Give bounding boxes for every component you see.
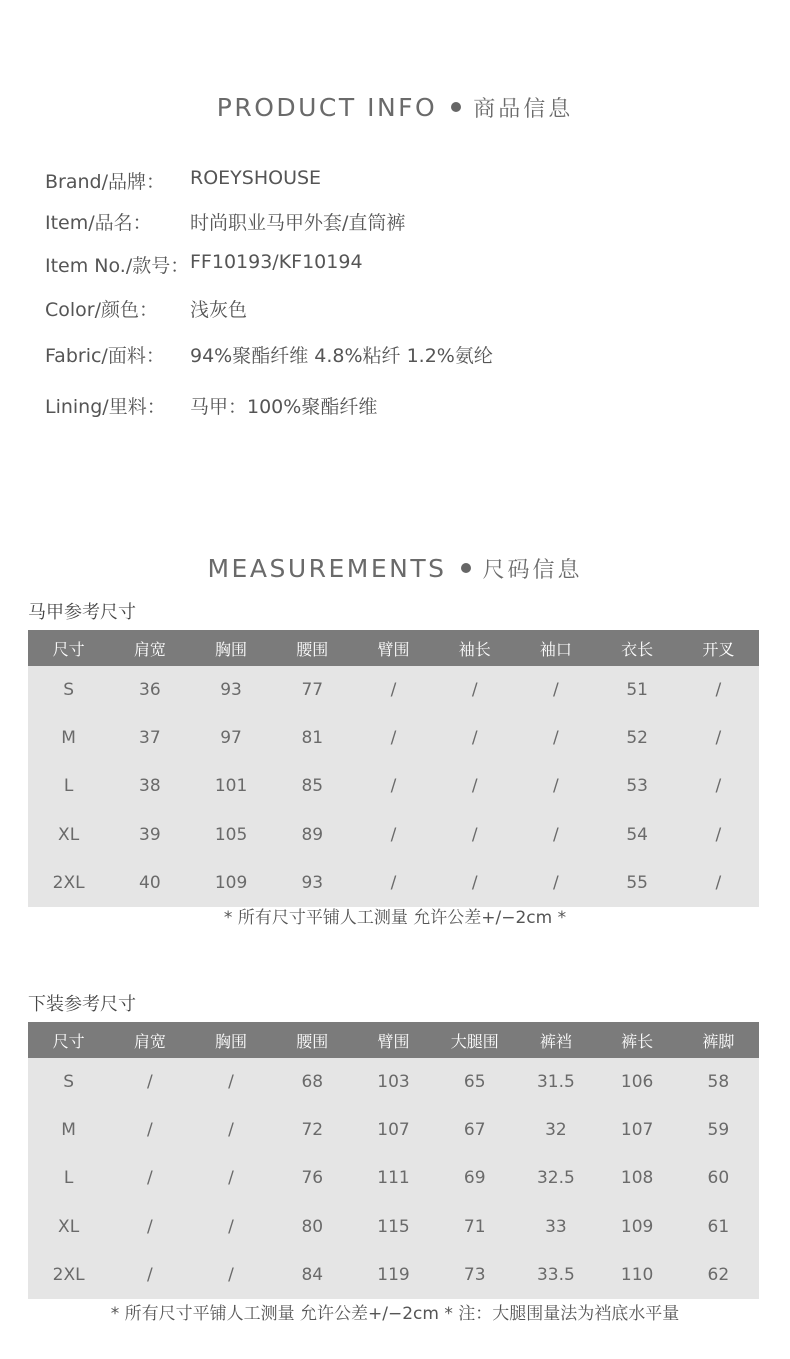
table-cell: 37 [109,714,190,762]
column-header: 腰围 [272,630,353,666]
table-cell: 111 [353,1154,434,1202]
info-label: Item No./款号： [45,255,190,277]
info-value: 时尚职业马甲外套/直筒裤 [190,212,406,234]
table-cell: 33 [515,1203,596,1251]
table-cell: 101 [190,762,271,810]
table-cell: / [678,714,759,762]
table-cell: 81 [272,714,353,762]
table-cell: 115 [353,1203,434,1251]
measurements-title [0,553,790,584]
info-row-color [45,295,248,322]
table-row [28,859,759,907]
table-cell: L [28,762,109,810]
table-cell: / [190,1154,271,1202]
table-cell: 93 [272,859,353,907]
table-cell: / [190,1251,271,1299]
table-cell: 60 [678,1154,759,1202]
table-cell: / [353,859,434,907]
table-cell: / [190,1106,271,1154]
table-cell: 65 [434,1058,515,1106]
info-label: Lining/里料： [45,396,166,418]
table-cell: 76 [272,1154,353,1202]
table-cell: 77 [272,666,353,714]
info-value: 94%聚酯纤维 4.8%粘纤 1.2%氨纶 [190,345,493,367]
table-cell: 61 [678,1203,759,1251]
table-row [28,762,759,810]
table-row [28,1106,759,1154]
measurements-title-en: MEASUREMENTS [207,554,447,583]
table-cell: 58 [678,1058,759,1106]
column-header: 尺寸 [28,1022,109,1058]
table-cell: / [109,1251,190,1299]
column-header: 裤长 [597,1022,678,1058]
vest-size-table [28,630,759,907]
table-cell: 40 [109,859,190,907]
vest-measure-note: * 所有尺寸平铺人工测量 允许公差+/−2cm * [223,908,567,928]
table-cell: / [678,859,759,907]
table-cell: 103 [353,1058,434,1106]
table-cell: 109 [597,1203,678,1251]
table-cell: / [434,762,515,810]
table-cell: 107 [597,1106,678,1154]
table-cell: 97 [190,714,271,762]
info-row-fabric [45,341,493,368]
table-cell: / [515,859,596,907]
info-row-lining [45,392,378,419]
info-label: Brand/品牌： [45,171,165,193]
table-cell: 51 [597,666,678,714]
table-cell: / [515,714,596,762]
table-header-row [28,1022,759,1058]
table-cell: 36 [109,666,190,714]
table-cell: 32.5 [515,1154,596,1202]
bullet-dot-icon [461,563,471,573]
column-header: 臂围 [353,630,434,666]
table-cell: 62 [678,1251,759,1299]
table-cell: L [28,1154,109,1202]
table-cell: / [515,666,596,714]
table-cell: 2XL [28,1251,109,1299]
table-cell: / [434,714,515,762]
table-cell: 39 [109,811,190,859]
table-cell: 71 [434,1203,515,1251]
column-header: 臂围 [353,1022,434,1058]
bullet-dot-icon [451,102,461,112]
pants-table-caption: 下装参考尺寸 [28,994,136,1015]
table-cell: 54 [597,811,678,859]
table-cell: / [109,1154,190,1202]
table-cell: 2XL [28,859,109,907]
table-cell: 38 [109,762,190,810]
table-cell: 69 [434,1154,515,1202]
column-header: 裤脚 [678,1022,759,1058]
column-header: 胸围 [190,630,271,666]
table-cell: 84 [272,1251,353,1299]
info-value: ROEYSHOUSE [190,167,322,189]
column-header: 袖口 [515,630,596,666]
column-header: 袖长 [434,630,515,666]
table-row [28,811,759,859]
table-cell: / [353,762,434,810]
info-row-item [45,208,406,235]
column-header: 胸围 [190,1022,271,1058]
table-cell: 73 [434,1251,515,1299]
table-row [28,1203,759,1251]
table-cell: / [678,762,759,810]
table-cell: 119 [353,1251,434,1299]
table-cell: 80 [272,1203,353,1251]
column-header: 腰围 [272,1022,353,1058]
table-cell: 89 [272,811,353,859]
table-cell: 32 [515,1106,596,1154]
pants-size-table [28,1022,759,1299]
table-cell: / [109,1106,190,1154]
table-cell: 110 [597,1251,678,1299]
product-info-title-zh: 商品信息 [473,97,574,122]
info-value: 浅灰色 [190,299,248,321]
table-cell: / [190,1058,271,1106]
table-cell: / [434,859,515,907]
table-cell: 67 [434,1106,515,1154]
info-label: Item/品名： [45,212,152,234]
info-row-item-no [45,251,363,278]
table-cell: 105 [190,811,271,859]
pants-measure-note: * 所有尺寸平铺人工测量 允许公差+/−2cm * 注：大腿围量法为裆底水平量 [110,1304,680,1324]
table-row [28,1154,759,1202]
table-cell: / [434,811,515,859]
table-cell: / [515,811,596,859]
table-cell: 52 [597,714,678,762]
table-cell: / [678,666,759,714]
table-cell: 59 [678,1106,759,1154]
table-cell: 55 [597,859,678,907]
product-info-title-en: PRODUCT INFO [216,93,438,122]
product-info-title [0,92,790,123]
table-cell: / [353,811,434,859]
info-label: Color/颜色： [45,299,159,321]
table-cell: M [28,1106,109,1154]
table-cell: / [515,762,596,810]
column-header: 肩宽 [109,630,190,666]
info-value: FF10193/KF10194 [190,251,363,273]
table-cell: 108 [597,1154,678,1202]
table-cell: XL [28,811,109,859]
table-cell: 106 [597,1058,678,1106]
table-cell: 33.5 [515,1251,596,1299]
table-cell: 109 [190,859,271,907]
table-cell: S [28,1058,109,1106]
table-cell: 53 [597,762,678,810]
column-header: 大腿围 [434,1022,515,1058]
column-header: 开叉 [678,630,759,666]
table-cell: M [28,714,109,762]
table-row [28,666,759,714]
vest-table-caption: 马甲参考尺寸 [28,602,136,623]
table-header-row [28,630,759,666]
table-row [28,1251,759,1299]
table-cell: 93 [190,666,271,714]
measurements-title-zh: 尺码信息 [482,558,583,583]
table-cell: / [678,811,759,859]
table-cell: S [28,666,109,714]
table-cell: 85 [272,762,353,810]
column-header: 尺寸 [28,630,109,666]
table-cell: / [353,666,434,714]
info-value: 马甲：100%聚酯纤维 [190,396,378,418]
table-cell: / [190,1203,271,1251]
table-cell: XL [28,1203,109,1251]
table-cell: 31.5 [515,1058,596,1106]
table-row [28,1058,759,1106]
info-row-brand [45,167,322,194]
column-header: 衣长 [597,630,678,666]
table-cell: / [353,714,434,762]
info-label: Fabric/面料： [45,345,165,367]
table-cell: / [434,666,515,714]
table-cell: 68 [272,1058,353,1106]
table-cell: 72 [272,1106,353,1154]
column-header: 裤裆 [515,1022,596,1058]
table-cell: 107 [353,1106,434,1154]
table-cell: / [109,1203,190,1251]
column-header: 肩宽 [109,1022,190,1058]
table-cell: / [109,1058,190,1106]
table-row [28,714,759,762]
